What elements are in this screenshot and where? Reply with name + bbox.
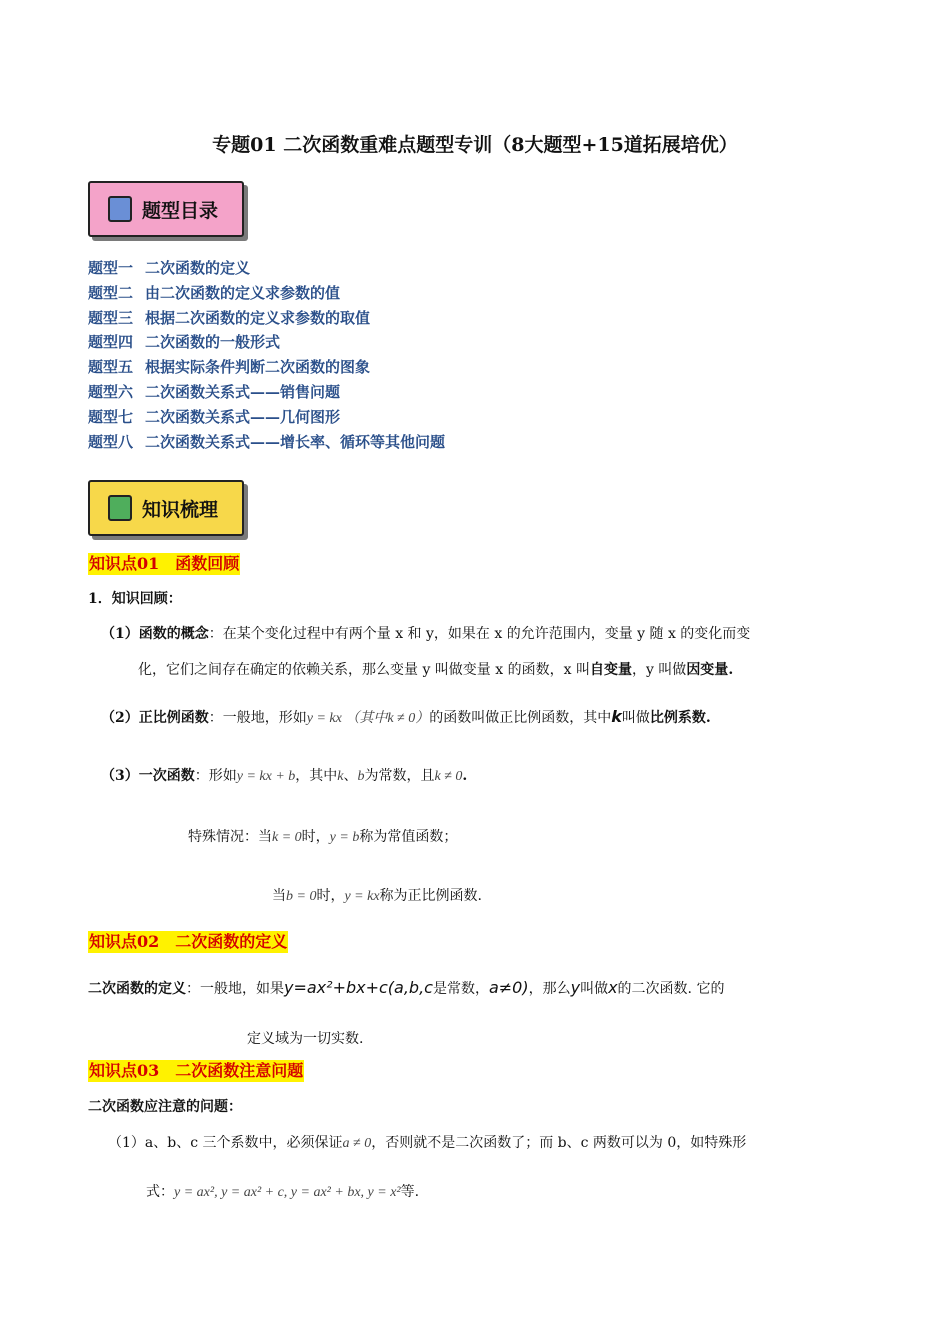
toc-badge [88,181,244,237]
kp2-line2: 定义域为一切实数. [247,1031,364,1047]
kp3-heading: 知识点03 二次函数注意问题 [89,1061,304,1080]
toc-item[interactable]: 题型一 二次函数的定义 [88,259,251,277]
book-icon [108,196,132,222]
toc-item[interactable]: 题型四 二次函数的一般形式 [88,333,281,352]
kp2-heading: 知识点02 二次函数的定义 [89,932,288,951]
kp1-special-1: 特殊情况：当k = 0时，y = b称为常值函数； [188,829,458,845]
knowledge-badge [88,480,244,536]
toc-item[interactable]: 题型六 二次函数关系式——销售问题 [88,382,341,401]
toc-item[interactable]: 题型二 由二次函数的定义求参数的值 [88,283,341,302]
toc-badge-label: 题型目录 [142,199,219,222]
kp3-sub: 二次函数应注意的问题： [88,1099,242,1115]
kp3-p1-line1: （1）a、b、c 三个系数中，必须保证a ≠ 0，否则就不是二次函数了；而 b、c 两数可以为 0，如特殊形 [108,1135,747,1151]
kp1-p3: （3）一次函数：形如y = kx + b，其中k、b为常数，且k ≠ 0. [101,768,468,784]
toc-list [88,256,445,454]
kp1-p2: （2）正比例函数：一般地，形如y = kx （其中k ≠ 0）的函数叫做正比例函数，其中k叫做比例系数. [101,707,711,726]
kp3-p1-line2: 式：y = ax², y = ax² + c, y = ax² + bx, y = x²等. [146,1184,420,1200]
kp1-special-2: 当b = 0时，y = kx称为正比例函数. [272,888,482,904]
page-title: 专题01 二次函数重难点题型专训（8大题型+15道拓展培优） [212,134,738,156]
blackboard-icon [108,495,132,521]
kp1-p1-line2: 化，它们之间存在确定的依赖关系，那么变量 y 叫做变量 x 的函数，x 叫自变量，y 叫做因变量. [138,662,734,678]
knowledge-badge-label: 知识梳理 [142,498,219,521]
toc-item[interactable]: 题型五 根据实际条件判断二次函数的图象 [88,358,371,377]
toc-item[interactable]: 题型三 根据二次函数的定义求参数的取值 [88,308,371,327]
kp1-heading: 知识点01 函数回顾 [89,554,240,573]
kp1-p1-line1: （1）函数的概念：在某个变化过程中有两个量 x 和 y，如果在 x 的允许范围内，变量 y 随 x 的变化而变 [101,626,751,642]
toc-item[interactable]: 题型八 二次函数关系式——增长率、循环等其他问题 [88,432,446,451]
kp2-line1: 二次函数的定义：一般地，如果y=ax²+bx+c(a,b,c是常数，a≠0)，那么y叫做x的二次函数. 它的 [88,978,725,997]
toc-item[interactable]: 题型七 二次函数关系式——几何图形 [88,407,341,426]
kp1-sub: 1．知识回顾： [88,591,182,607]
